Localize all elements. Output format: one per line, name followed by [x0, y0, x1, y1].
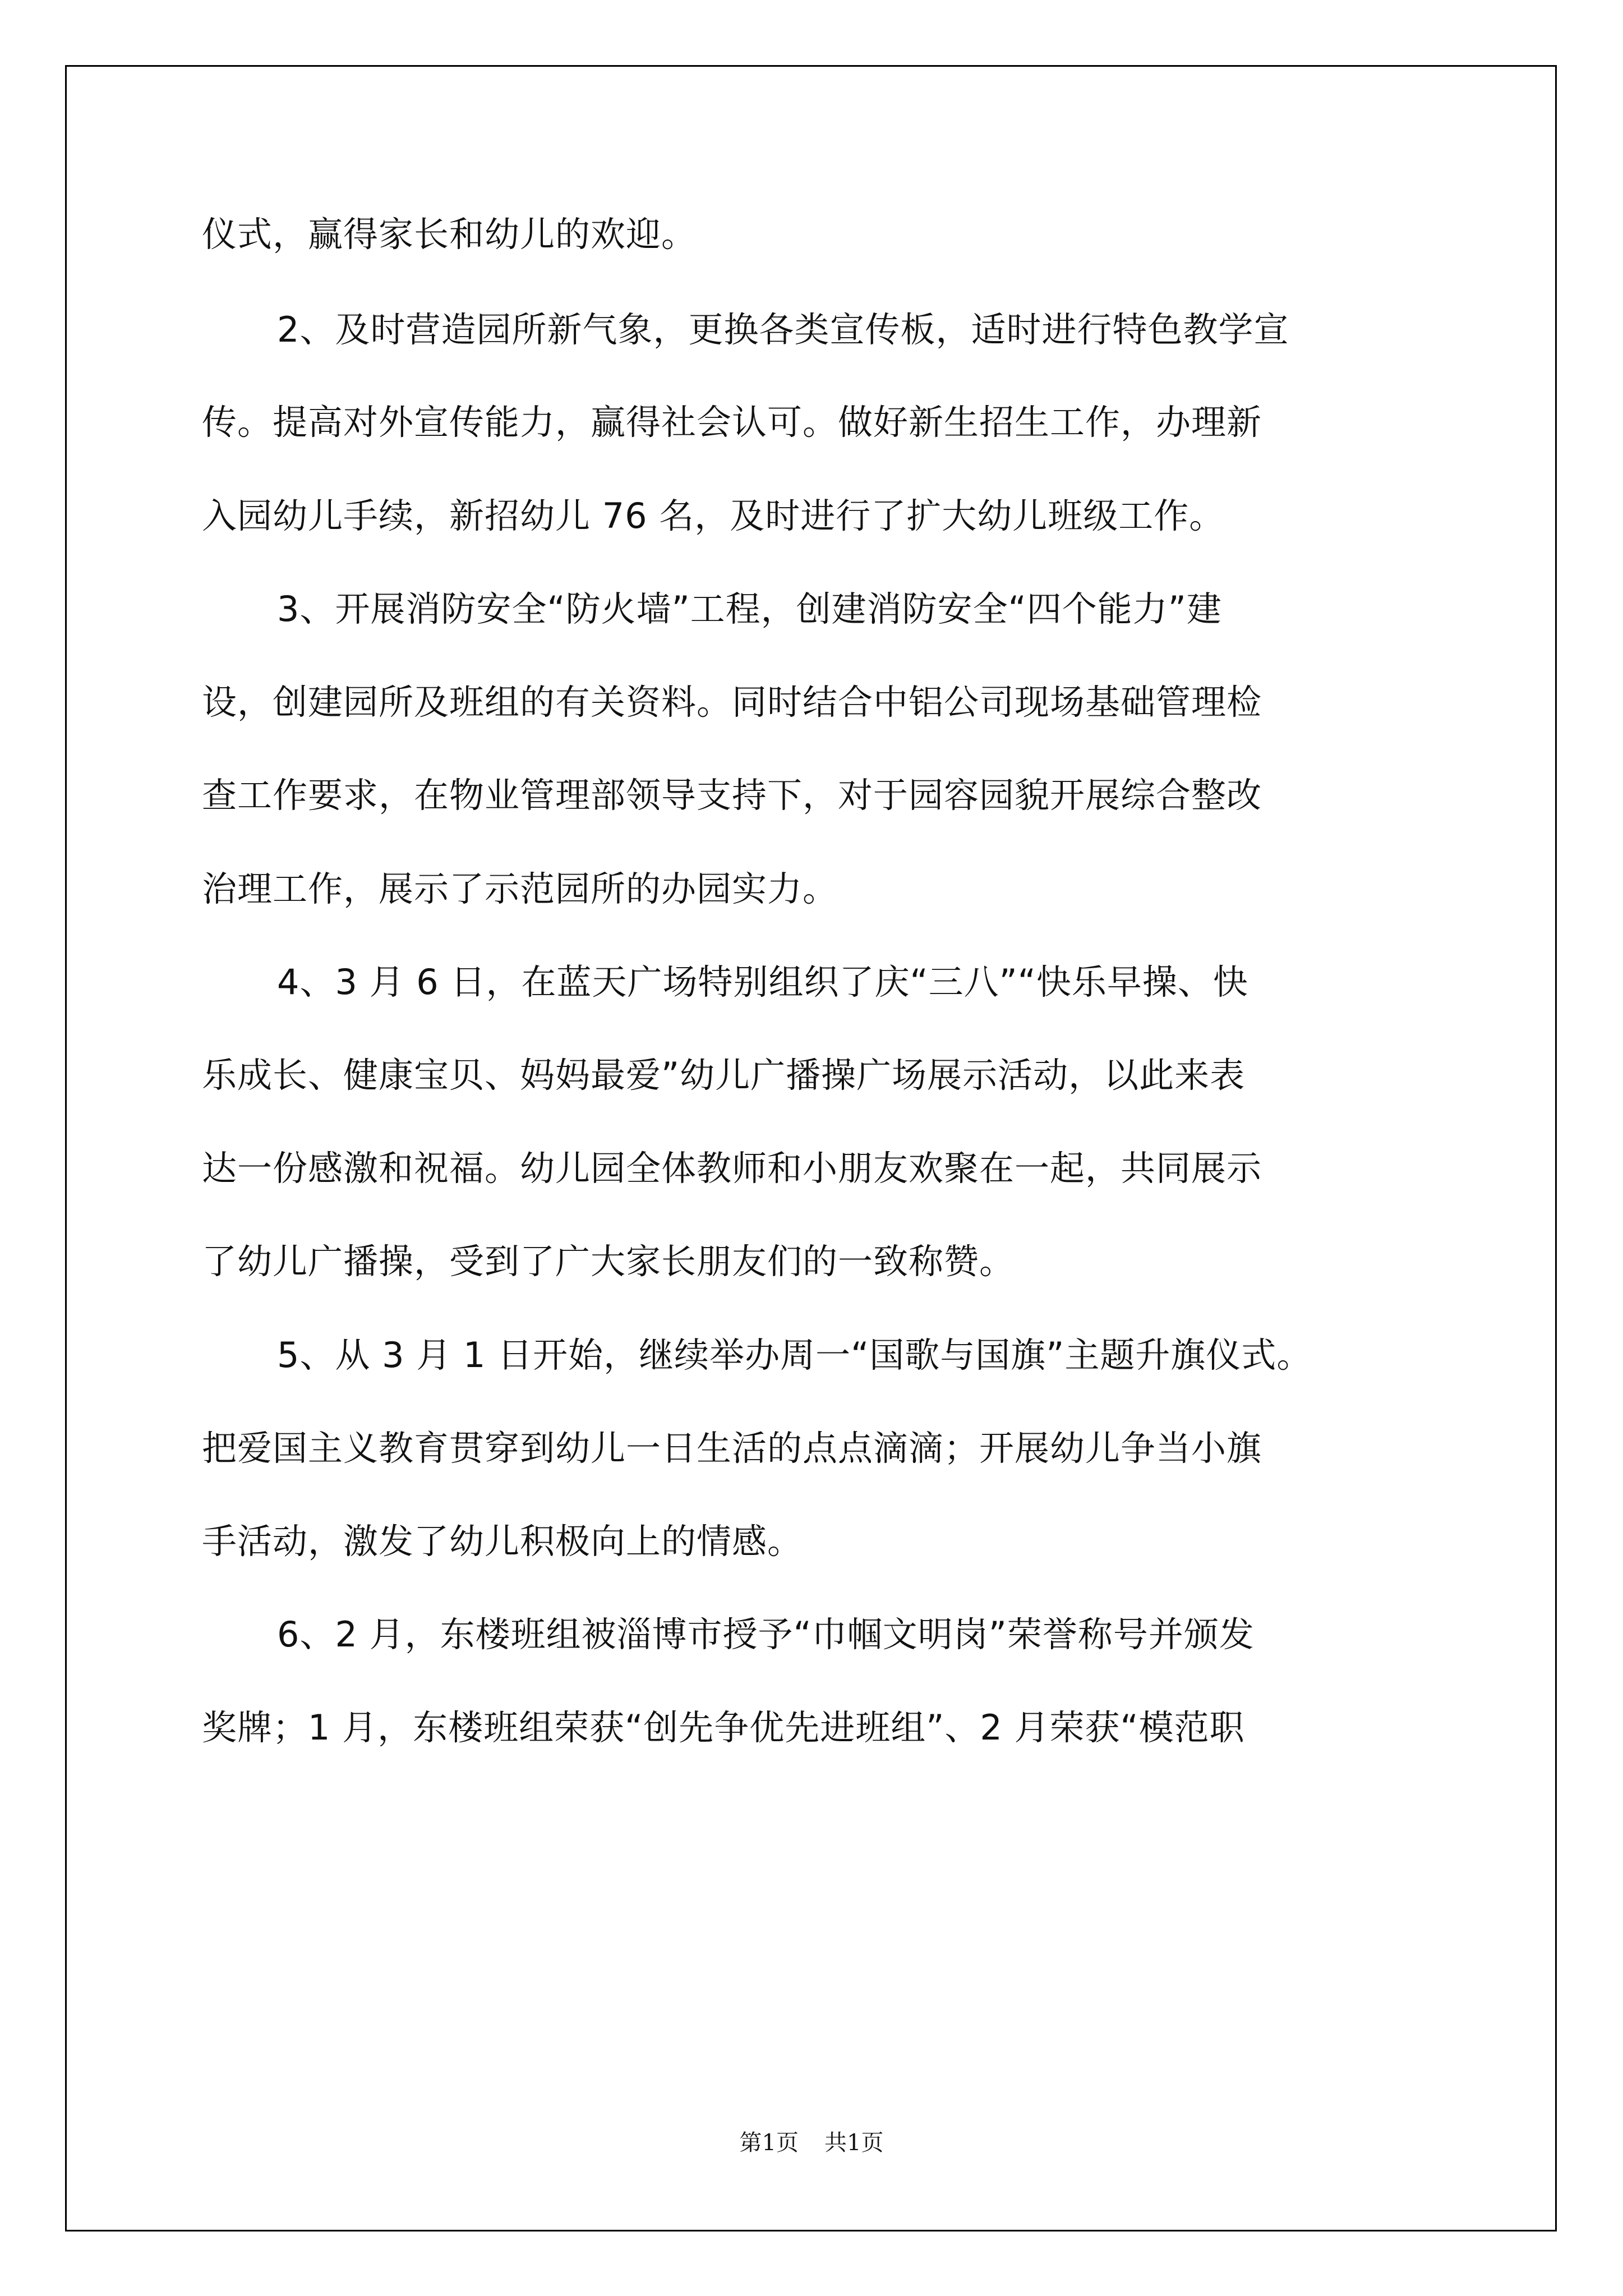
text-line: 治理工作，展示了示范园所的办园实力。: [202, 868, 838, 909]
text-line: 3、开展消防安全“防火墙”工程，创建消防安全“四个能力”建: [277, 588, 1222, 629]
text-line: 设，创建园所及班组的有关资料。同时结合中铝公司现场基础管理检: [202, 682, 1262, 723]
page-number: 第1页: [739, 2130, 799, 2156]
text-line: 手活动，激发了幼儿积极向上的情感。: [202, 1521, 803, 1562]
text-line: 2、及时营造园所新气象，更换各类宣传板，适时进行特色教学宣: [277, 309, 1289, 350]
text-line: 4、3 月 6 日，在蓝天广场特别组织了庆“三八”“快乐早操、快: [277, 961, 1248, 1002]
text-line: 仪式，赢得家长和幼儿的欢迎。: [202, 214, 697, 255]
page-footer: [0, 2129, 1623, 2157]
text-line: 6、2 月，东楼班组被淄博市授予“巾帼文明岗”荣誉称号并颁发: [277, 1614, 1255, 1655]
text-line: 乐成长、健康宝贝、妈妈最爱”幼儿广播操广场展示活动，以此来表: [202, 1055, 1246, 1096]
text-line: 5、从 3 月 1 日开始，继续举办周一“国歌与国旗”主题升旗仪式。: [277, 1335, 1312, 1375]
text-line: 达一份感激和祝福。幼儿园全体教师和小朋友欢聚在一起，共同展示: [202, 1148, 1262, 1189]
text-line: 奖牌；1 月，东楼班组荣获“创先争优先进班组”、2 月荣获“模范职: [202, 1707, 1245, 1748]
page-total: 共1页: [824, 2130, 884, 2156]
text-line: 把爱国主义教育贯穿到幼儿一日生活的点点滴滴；开展幼儿争当小旗: [202, 1428, 1262, 1469]
text-line: 传。提高对外宣传能力，赢得社会认可。做好新生招生工作，办理新: [202, 402, 1262, 443]
text-line: 了幼儿广播操，受到了广大家长朋友们的一致称赞。: [202, 1241, 1015, 1282]
text-line: 查工作要求，在物业管理部领导支持下，对于园容园貌开展综合整改: [202, 775, 1262, 816]
text-line: 入园幼儿手续，新招幼儿 76 名，及时进行了扩大幼儿班级工作。: [202, 495, 1225, 536]
